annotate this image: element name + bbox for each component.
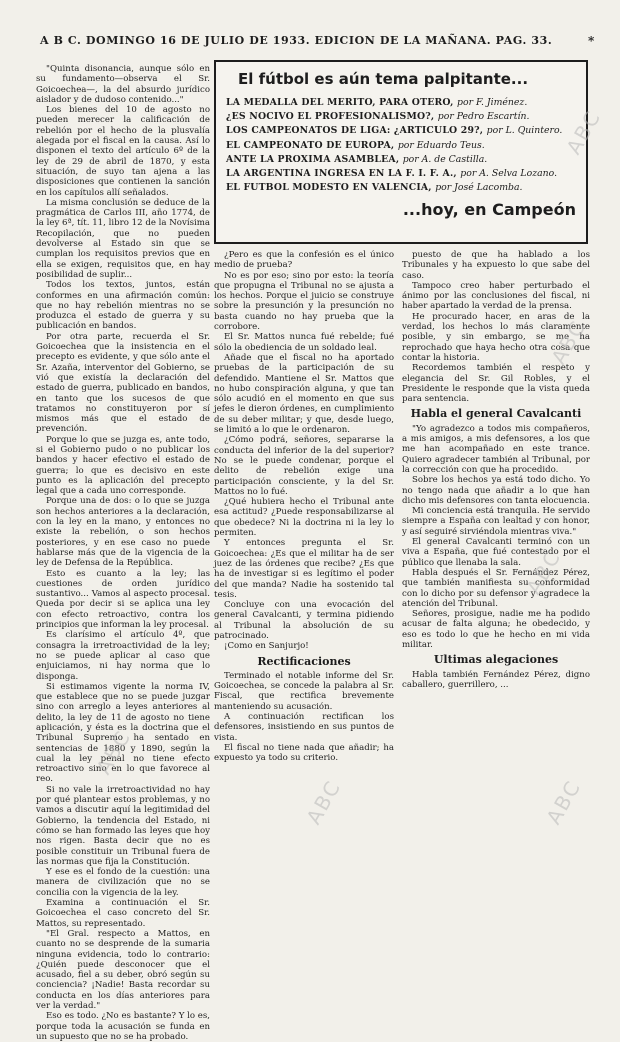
column-3-outro	[402, 670, 590, 691]
paragraph: Añade que el fiscal no ha aportado pruebas de la participación de su defendido. Mantiene el Sr. Mattos que no hubo conspiración alguna, y que tan sólo acudió en el momento en que sus jefes le dieron órdenes, en cumplimiento de su deber militar; y que, desde luego, se limitó a lo que le ordenaron.	[214, 352, 394, 436]
ad-line	[226, 96, 576, 110]
abc-watermark: ABC	[561, 105, 606, 159]
paragraph: Porque lo que se juzga es, ante todo, si el Gobierno pudo o no publicar los bandos y hacer efectivo el estado de guerra; lo que es decisivo en este punto es la aplicación del precepto legal que a cada uno corresponde.	[36, 434, 210, 497]
paragraph: ¿Pero es que la confesión es el único medio de prueba?	[214, 250, 394, 271]
paragraph: Recordemos también el respeto y elegancia del Sr. Gil Robles, y el Presidente le responde que la vista queda para sentencia.	[402, 363, 590, 405]
ad-line-author: por A. Selva Lozano.	[460, 168, 558, 180]
ad-line-author: por Pedro Escartín.	[437, 111, 530, 123]
ad-lines	[226, 96, 576, 195]
paragraph: Habla también Fernández Pérez, digno caballero, guerrillero, ...	[402, 669, 590, 690]
column-3-mid	[402, 424, 590, 651]
paragraph: El general Cavalcanti terminó con un viva a España, que fué contestado por el público que llenaba la sala.	[402, 537, 590, 568]
ad-line-author: por Eduardo Teus.	[397, 139, 485, 151]
paragraph: Si estimamos vigente la norma IV, que establece que no se puede juzgar sino con arreglo a leyes anteriores al delito, la ley de 11 de agosto no tiene aplicación, y ésta es la doctrina que el Tribunal Supremo ha sentado en sentencias de 1880 y 1890, según la cual la ley penal no tiene efecto retroactivo sino en lo que favorece al reo.	[36, 681, 210, 785]
paragraph: A continuación rectifican los defensores, insistiendo en sus puntos de vista.	[214, 712, 394, 743]
ad-line	[226, 124, 576, 138]
paragraph: ¡Como en Sanjurjo!	[224, 641, 309, 652]
ad-line-caption: EL FUTBOL MODESTO EN VALENCIA,	[226, 182, 436, 194]
column-1	[36, 64, 211, 1042]
ad-line-author: por F. Jiménez.	[457, 97, 528, 108]
paragraph: ¿Cómo podrá, señores, separarse la conducta del inferior de la del superior? No se le puede condenar, porque el delito de rebelión exige una participación consciente, y la del Sr. Mattos no lo fué.	[214, 435, 394, 497]
paragraph: Por otra parte, recuerda el Sr. Goicoechea que la insistencia en el precepto es evidente, y que sólo ante el Sr. Azaña, interventor del Gobierno, se vió que existía la declaración del estado de guerra, publicado en bandos, en tanto que los sucesos de que tratamos no constituyeron por sí mismos más que el estado de prevención.	[36, 331, 210, 435]
paragraph: "Yo agradezco a todos mis compañeros, a mis amigos, a mis defensores, a los que me han acompañado en este trance. Quiero agradecer también al Tribunal, por la corrección con que ha procedido.	[402, 423, 590, 475]
paragraph: Y ese es el fondo de la cuestión: una manera de civilización que no se concilia con la vigencia de la ley.	[36, 867, 210, 898]
paragraph: Los bienes del 10 de agosto no pueden merecer la calificación de rebelión por el hecho de la plusvalía alegada por el fiscal en la causa. Así lo disponen el texto del artículo 6º de la ley de 29 de abril de 1870, y esta situación, de suyo tan ajena a las disposiciones que contienen la sanción en los capítulos allí señalados.	[36, 105, 210, 198]
paragraph: Terminado el notable informe del Sr. Goicoechea, se concede la palabra al Sr. Fiscal, que rectifica brevemente manteniendo su acusación.	[214, 670, 394, 712]
paragraph: Habla después el Sr. Fernández Pérez, que también manifiesta su conformidad con lo dicho por su defensor y agradece la atención del Tribunal.	[402, 567, 590, 609]
paragraph: Y entonces pregunta el Sr. Goicoechea: ¿Es que el militar ha de ser juez de las órdenes que recibe? ¿Es que ha de investigar si es legítimo el poder del que manda? Nadie ha sostenido tal tesis.	[214, 538, 394, 600]
paragraph: Todos los textos, juntos, están conformes en una afirmación común: que no hay rebelión mientras no se produzca el estado de guerra y su publicación en bandos.	[36, 280, 210, 332]
ad-line-caption: LOS CAMPEONATOS DE LIGA: ¿ARTICULO 29?,	[226, 125, 487, 137]
page-header: A B C. DOMINGO 16 DE JULIO DE 1933. EDICION DE LA MAÑANA. PAG. 33.	[40, 34, 553, 47]
ad-line	[226, 153, 576, 167]
ad-line-caption: LA MEDALLA DEL MERITO, PARA OTERO,	[226, 97, 458, 108]
paragraph: Tampoco creo haber perturbado el ánimo por las conclusiones del fiscal, ni haber apartado la verdad de la prensa.	[402, 280, 590, 312]
abc-watermark: ABC	[541, 775, 586, 829]
ad-line	[226, 181, 576, 195]
paragraph: He procurado hacer, en aras de la verdad, los hechos lo más claramente posible, y sin embargo, se me ha reprochado que haya hecho otra cosa que contar la historia.	[402, 311, 590, 363]
subhead-habla-cavalcanti: Habla el general Cavalcanti	[410, 407, 582, 421]
abc-watermark: ABC	[521, 545, 566, 599]
subhead-rectificaciones: Rectificaciones	[257, 654, 351, 668]
campeon-advertisement	[214, 60, 588, 244]
paragraph: La misma conclusión se deduce de la pragmática de Carlos III, año 1774, de la ley 6ª, tít. 11, libro 12 de la Novísima Recopilación, que no pueden devolverse al Estado sin que se cumplan los requisitos previos que en ella se exigen, requisitos que, en hay posibilidad de suplir...	[36, 197, 210, 280]
column-2-intro	[214, 250, 394, 652]
ad-line	[226, 110, 576, 124]
ad-line-caption: ANTE LA PROXIMA ASAMBLEA,	[226, 153, 403, 165]
ad-line-caption: LA ARGENTINA INGRESA EN LA F. I. F. A.,	[226, 168, 461, 180]
ad-line	[226, 167, 576, 181]
ad-line-caption: EL CAMPEONATO DE EUROPA,	[226, 139, 398, 151]
paragraph: No es por eso; sino por esto: la teoría que propugna el Tribunal no se ajusta a los hechos. Porque el juicio se construye sobre la presunción y la presunción no basta cuando no hay prueba que la corrobore.	[214, 270, 394, 333]
paragraph: Eso es todo. ¿No es bastante? Y lo es, porque toda la acusación se funda en un supuesto que no se ha probado.	[36, 1011, 211, 1042]
paragraph: ¿Qué hubiera hecho el Tribunal ante esa actitud? ¿Puede responsabilizarse al que obedece? Ni la doctrina ni la ley lo permiten.	[214, 497, 394, 539]
ad-title: El fútbol es aún tema palpitante...	[238, 70, 529, 88]
paragraph: El fiscal no tiene nada que añadir; ha expuesto ya todo su criterio.	[214, 742, 394, 764]
paragraph: Señores, prosigue, nadie me ha podido acusar de falta alguna; he obedecido, y eso es todo lo que he hecho en mi vida militar.	[402, 609, 590, 650]
paragraph: Examina a continuación el Sr. Goicoechea el caso concreto del Sr. Mattos, su representado.	[36, 898, 210, 929]
paragraph: Mi conciencia está tranquila. He servido siempre a España con lealtad y con honor, y así seguiré sirviéndola mientras viva."	[402, 506, 590, 537]
paragraph: "Quinta disonancia, aunque sólo en su fundamento—observa el Sr. Goicoechea—, la del absurdo jurídico aislador y de dudoso contenido..."	[36, 64, 210, 105]
paragraph: Es clarísimo el artículo 4º, que consagra la irretroactividad de la ley; no se puede aplicar al caso que enjuiciamos, ni hay norma que lo disponga.	[36, 630, 210, 682]
column-2-outro	[214, 671, 394, 764]
paragraph: "El Gral. respecto a Mattos, en cuanto no se desprende de la sumaria ninguna evidencia, todo lo contrario: ¿Quién puede desconocer que el acusado, fiel a su deber, obró según su conciencia? ¡Nadie! Basta recordar su conducta en los días anteriores para ver la verdad."	[36, 928, 210, 1012]
paragraph: Esto es cuanto a la ley; las cuestiones de orden jurídico sustantivo... Vamos al aspecto procesal. Queda por decir si se aplica una ley con efecto retroactivo, contra los principios que informan la ley procesal.	[36, 568, 210, 631]
ad-line	[226, 139, 576, 153]
paragraph: Porque una de dos: o lo que se juzga son hechos anteriores a la declaración, con la ley en la mano, y entonces no existe la rebelión, o son hechos posteriores, y en ese caso no puede hablarse más que de la vigencia de la ley de Defensa de la República.	[36, 496, 210, 569]
ad-line-author: por A. de Castilla.	[402, 153, 488, 165]
abc-watermark: ABC	[91, 725, 136, 779]
paragraph: El Sr. Mattos nunca fué rebelde; fué sólo la obediencia de un soldado leal.	[214, 332, 394, 353]
abc-watermark: ABC	[546, 315, 591, 369]
paragraph: Si no vale la irretroactividad no hay por qué plantear estos problemas, y no vamos a discutir aquí la legitimidad del Gobierno, la tendencia del Estado, ni cómo se han formado las leyes que hoy nos rigen. Basta decir que no es posible constituir un Tribunal fuera de las normas que fija la Constitución.	[36, 784, 210, 867]
ad-slogan: ...hoy, en Campeón	[402, 200, 576, 220]
paragraph: puesto de que ha hablado a los Tribunales y ha expuesto lo que sabe del caso.	[402, 250, 590, 281]
corner-mark: *	[588, 34, 595, 48]
subhead-ultimas-alegaciones: Ultimas alegaciones	[433, 653, 559, 667]
column-2	[214, 250, 394, 842]
paragraph: Sobre los hechos ya está todo dicho. Yo no tengo nada que añadir a lo que han dicho mis defensores con tanta elocuencia.	[402, 475, 590, 506]
paragraph: Concluye con una evocación del general Cavalcanti, y termina pidiendo al Tribunal la absolución de su patrocinado.	[214, 600, 394, 641]
ad-line-author: por L. Quintero.	[486, 125, 563, 137]
ad-line-caption: ¿ES NOCIVO EL PROFESIONALISMO?,	[226, 111, 438, 123]
abc-watermark: ABC	[301, 775, 346, 829]
ad-line-author: por José Lacomba.	[435, 182, 523, 194]
